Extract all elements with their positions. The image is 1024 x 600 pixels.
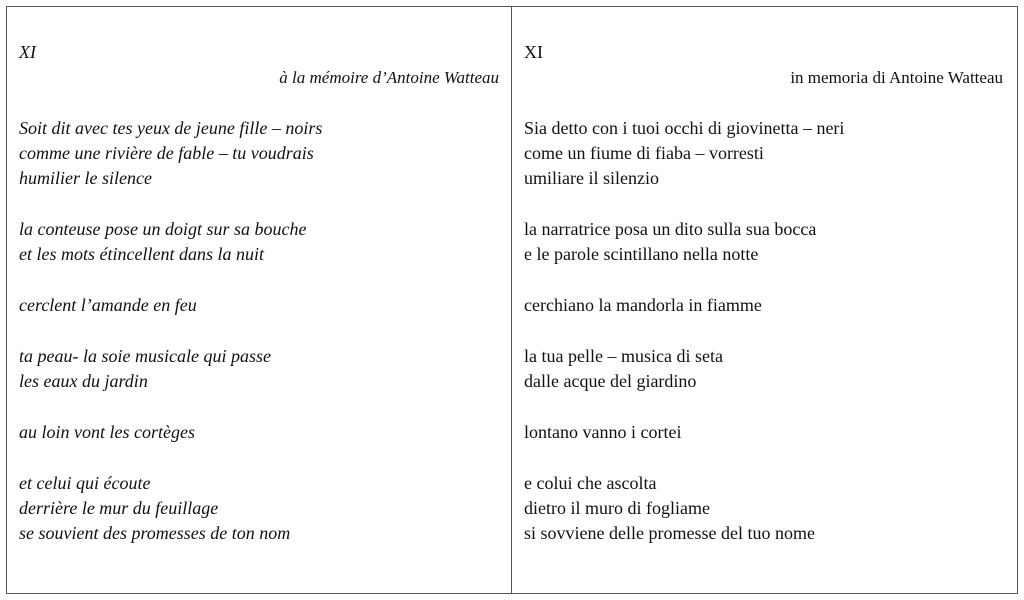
- italian-column: [512, 7, 1017, 593]
- poem-dedication: in memoria di Antoine Watteau: [790, 68, 1003, 87]
- poem-line: dietro il muro di fogliame: [524, 498, 710, 518]
- french-column: [7, 7, 512, 593]
- stanza: [19, 293, 501, 318]
- stanza: [524, 217, 1005, 267]
- poem-line: se souvient des promesses de ton nom: [19, 523, 291, 543]
- poem-line: la conteuse pose un doigt sur sa bouche: [19, 219, 307, 239]
- poem-line: umiliare il silenzio: [524, 168, 659, 188]
- poem-line: et celui qui écoute: [19, 473, 151, 493]
- stanza: [19, 217, 501, 267]
- stanza: [19, 116, 501, 191]
- poem-line: ta peau- la soie musicale qui passe: [19, 346, 271, 366]
- poem-line: la tua pelle – musica di seta: [524, 346, 723, 366]
- poem-line: les eaux du jardin: [19, 371, 148, 391]
- poem-line: cerchiano la mandorla in fiamme: [524, 295, 762, 315]
- stanza: [524, 116, 1005, 191]
- poem-number: XI: [19, 42, 36, 62]
- poem-line: lontano vanno i cortei: [524, 422, 682, 442]
- poem-line: e le parole scintillano nella notte: [524, 244, 759, 264]
- poem-line: come un fiume di fiaba – vorresti: [524, 143, 764, 163]
- poem-line: si sovviene delle promesse del tuo nome: [524, 523, 815, 543]
- poem-body: [524, 116, 1005, 546]
- stanza: [19, 344, 501, 394]
- poem-line: Soit dit avec tes yeux de jeune fille – noirs: [19, 118, 323, 138]
- poem-line: la narratrice posa un dito sulla sua bocca: [524, 219, 817, 239]
- poem-body: [19, 116, 501, 546]
- poem-line: cerclent l’amande en feu: [19, 295, 197, 315]
- poem-line: humilier le silence: [19, 168, 152, 188]
- poem-line: e colui che ascolta: [524, 473, 657, 493]
- poem-line: dalle acque del giardino: [524, 371, 697, 391]
- poem-number: XI: [524, 42, 543, 62]
- poem-line: et les mots étincellent dans la nuit: [19, 244, 264, 264]
- stanza: [524, 293, 1005, 318]
- stanza: [524, 471, 1005, 546]
- poem-dedication: à la mémoire d’Antoine Watteau: [279, 68, 499, 87]
- stanza: [524, 344, 1005, 394]
- poem-translation-table: [6, 6, 1018, 594]
- stanza: [19, 420, 501, 445]
- poem-line: derrière le mur du feuillage: [19, 498, 219, 518]
- poem-line: comme une rivière de fable – tu voudrais: [19, 143, 314, 163]
- poem-line: au loin vont les cortèges: [19, 422, 195, 442]
- stanza: [524, 420, 1005, 445]
- stanza: [19, 471, 501, 546]
- poem-line: Sia detto con i tuoi occhi di giovinetta – neri: [524, 118, 845, 138]
